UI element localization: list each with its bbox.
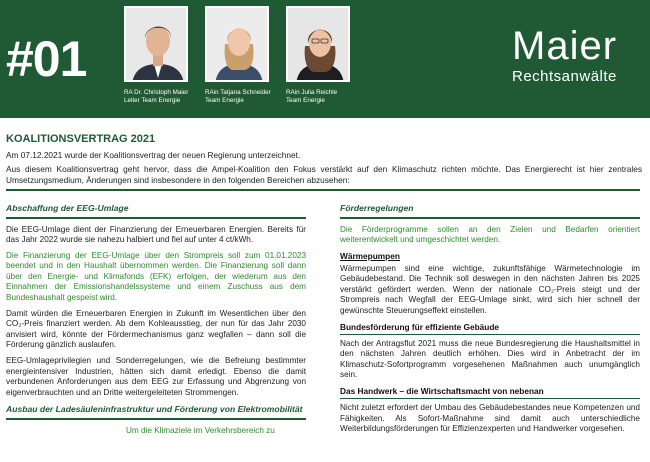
- subheading-rule: [340, 398, 640, 399]
- highlight-paragraph: Die Förderprogramme sollen an den Zielen und Bedarfen orientiert weiterentwickelt und umgeschichtet werden.: [340, 224, 640, 245]
- subheading-waermepumpen: Wärmepumpen: [340, 250, 400, 261]
- paragraph: Die EEG-Umlage dient der Finanzierung der Erneuerbaren Energien. Bereits für das Jahr 2022 wurde sie nahezu halbiert und fiel auf unter 4 ct/kWh.: [6, 224, 306, 245]
- brand-logo: Maier Rechtsanwälte: [512, 24, 618, 85]
- paragraph: Nach der Antragsflut 2021 muss die neue Bundesregierung die Haushaltsmittel in den nächsten Jahren deutlich erhöhen. Dies wird in Anbetracht der im Klimaschutz-Sofortprogramm vorgesehenen Maßnahmen auch unumgänglich sein.: [340, 338, 640, 380]
- page-title: KOALITIONSVERTRAG 2021: [6, 133, 156, 145]
- intro-paragraph: Aus diesem Koalitionsvertrag geht hervor, dass die Ampel-Koalition den Fokus verstärkt auf den Klimaschutz richten möchte. Das Energierecht ist hier zentrales Umsetzungsmedium, Änderungen sind insbesondere in den folgenden Bereichen abzusehen:: [6, 164, 642, 185]
- caption-julia-reichle: RAin Julia Reichle Team Energie: [286, 89, 338, 104]
- paragraph: EEG-Umlageprivilegien und Sonderregelungen, wie die Befreiung bestimmter energieintensiver Industrien, hätten sich damit erledigt. Ebenso die damit verbundenen Anforderungen aus dem EEG zur Erfassung und Abgrenzung von eigenverbrauchten und an Dritte weitergeleiteten Strommengen.: [6, 356, 306, 397]
- intro-sentence: Am 07.12.2021 wurde der Koalitionsvertrag der neuen Regierung unterzeichnet.: [6, 150, 301, 160]
- caption-christoph-maier: RA Dr. Christoph Maier Leiter Team Energie: [124, 89, 189, 104]
- portrait-christoph-maier: [124, 6, 188, 82]
- section-heading-foerderregelungen: Förderregelungen: [340, 203, 414, 213]
- issue-number: #01: [6, 31, 87, 87]
- caption-tatjana-schneider: RAin Tatjana Schneider Team Energie: [205, 89, 271, 104]
- section-rule: [6, 418, 306, 420]
- section-heading-eeg: Abschaffung der EEG-Umlage: [6, 203, 129, 213]
- header-banner: [0, 0, 650, 118]
- highlight-paragraph: Die Finanzierung der EEG-Umlage über den Strompreis soll zum 01.01.2023 beendet und in den Haushalt übernommen werden. Die Finanzierung soll dann über den Energie- und Klimafonds (EFK) erfolgen, der wiederum aus den Einnahmen der Emissionshandelssysteme und einem Zuschuss aus dem Bundeshaushalt gespeist wird.: [6, 250, 306, 303]
- portrait-julia-reichle: [286, 6, 350, 82]
- right-column: [340, 203, 640, 440]
- section-heading-ladesaeulen: Ausbau der Ladesäuleninfrastruktur und Förderung von Elektromobilität: [6, 404, 303, 415]
- left-column: [6, 203, 306, 442]
- subheading-handwerk: Das Handwerk – die Wirtschaftsmacht von nebenan: [340, 386, 544, 397]
- paragraph: Nicht zuletzt erfordert der Umbau des Gebäudebestandes neue Kompetenzen und Fähigkeiten. Als Sofort-Maßnahme sind damit auch unterschiedliche Weiterbildungsförderungen für Effizienzexperten und Handwerker vorgesehen.: [340, 403, 640, 434]
- subheading-gebaeude: Bundesförderung für effiziente Gebäude: [340, 321, 500, 332]
- section-rule: [340, 217, 640, 219]
- portrait-tatjana-schneider: [205, 6, 269, 82]
- paragraph: Damit würden die Erneuerbaren Energien in Zukunft im Wesentlichen über den CO₂-Preis finanziert werden. Ab dem Kohleausstieg, der nun für das Jahr 2030 anvisiert wird, könnte der Fördermechanismus ganz wegfallen – dann soll die Förderung gänzlich auslaufen.: [6, 308, 306, 350]
- highlight-paragraph: Um die Klimaziele im Verkehrsbereich zu: [126, 425, 275, 435]
- paragraph: Wärmepumpen sind eine wichtige, zukunftsfähige Wärmetechnologie im Gebäudebestand. Die Technik soll deswegen in den nächsten Jahren bis 2025 verstärkt gefördert werden. Wenn der nationale CO₂-Preis steigt und der Strompreis nach Wegfall der EEG-Umlage sinkt, wird sich hier schnell der gewünschte Steuerungseffekt einstellen.: [340, 263, 640, 316]
- subheading-rule: [340, 334, 640, 335]
- section-rule: [6, 217, 306, 219]
- divider: [6, 189, 640, 191]
